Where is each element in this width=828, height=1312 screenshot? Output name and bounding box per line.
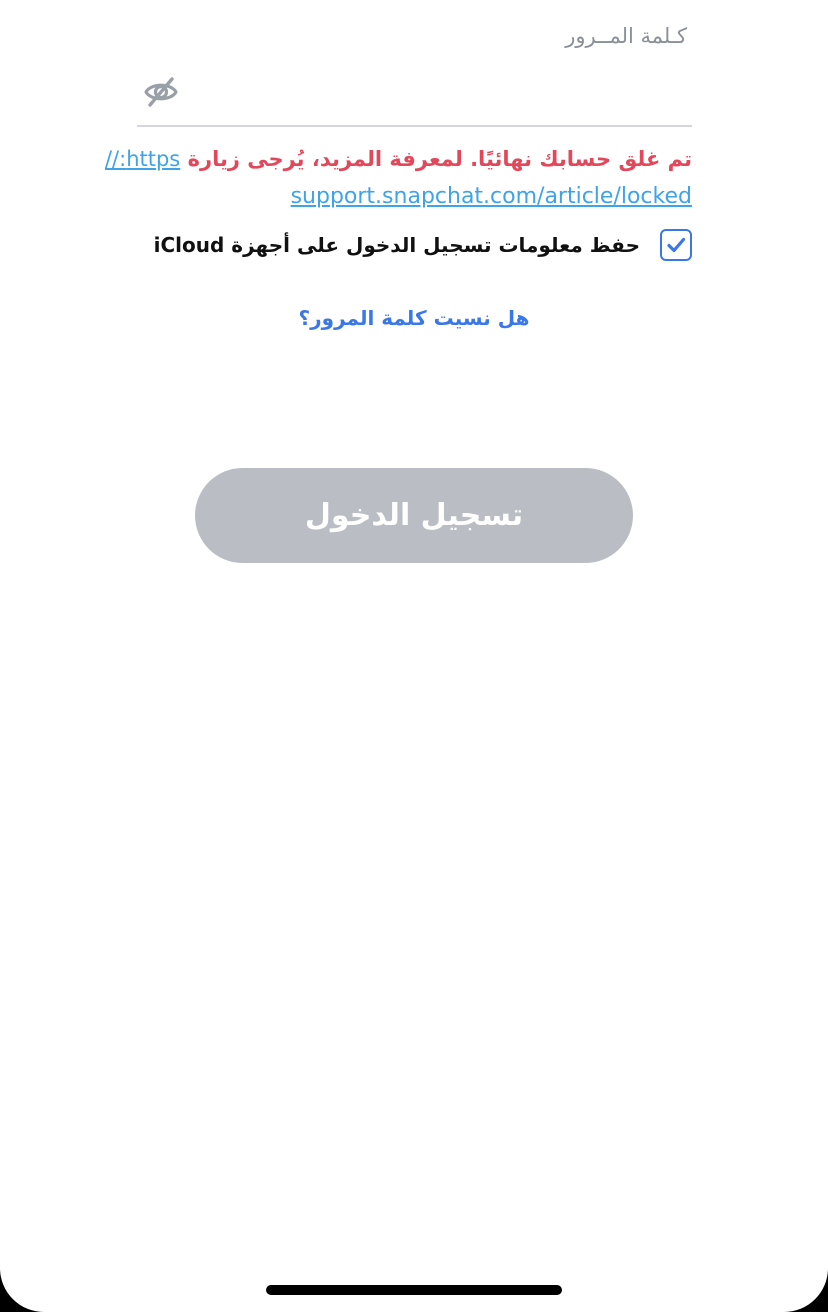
support-link-part1[interactable]: https:// xyxy=(104,147,181,171)
home-indicator[interactable] xyxy=(266,1285,562,1295)
login-button-label: تسجيل الدخول xyxy=(304,498,524,533)
login-button[interactable] xyxy=(195,468,633,563)
save-login-label: حفظ معلومات تسجيل الدخول على أجهزة iCloud xyxy=(153,233,640,257)
password-input[interactable] xyxy=(190,70,694,116)
password-label: كـلمة المــرور xyxy=(565,24,687,48)
eye-slash-icon xyxy=(143,74,179,110)
account-locked-error xyxy=(104,140,692,216)
toggle-password-visibility-button[interactable] xyxy=(141,72,181,112)
save-login-checkbox[interactable] xyxy=(660,229,692,261)
forgot-password-link[interactable]: هل نسيت كلمة المرور؟ xyxy=(298,306,530,330)
checkmark-icon xyxy=(665,234,687,256)
error-message: تم غلق حسابك نهائيًا. لمعرفة المزيد، يُرجى زيارة xyxy=(187,147,692,171)
save-login-row[interactable] xyxy=(154,229,692,261)
password-underline xyxy=(137,125,692,127)
support-link-part2[interactable]: support.snapchat.com/article/locked xyxy=(290,184,692,209)
error-line-1 xyxy=(104,140,692,178)
error-line-2 xyxy=(137,178,692,216)
